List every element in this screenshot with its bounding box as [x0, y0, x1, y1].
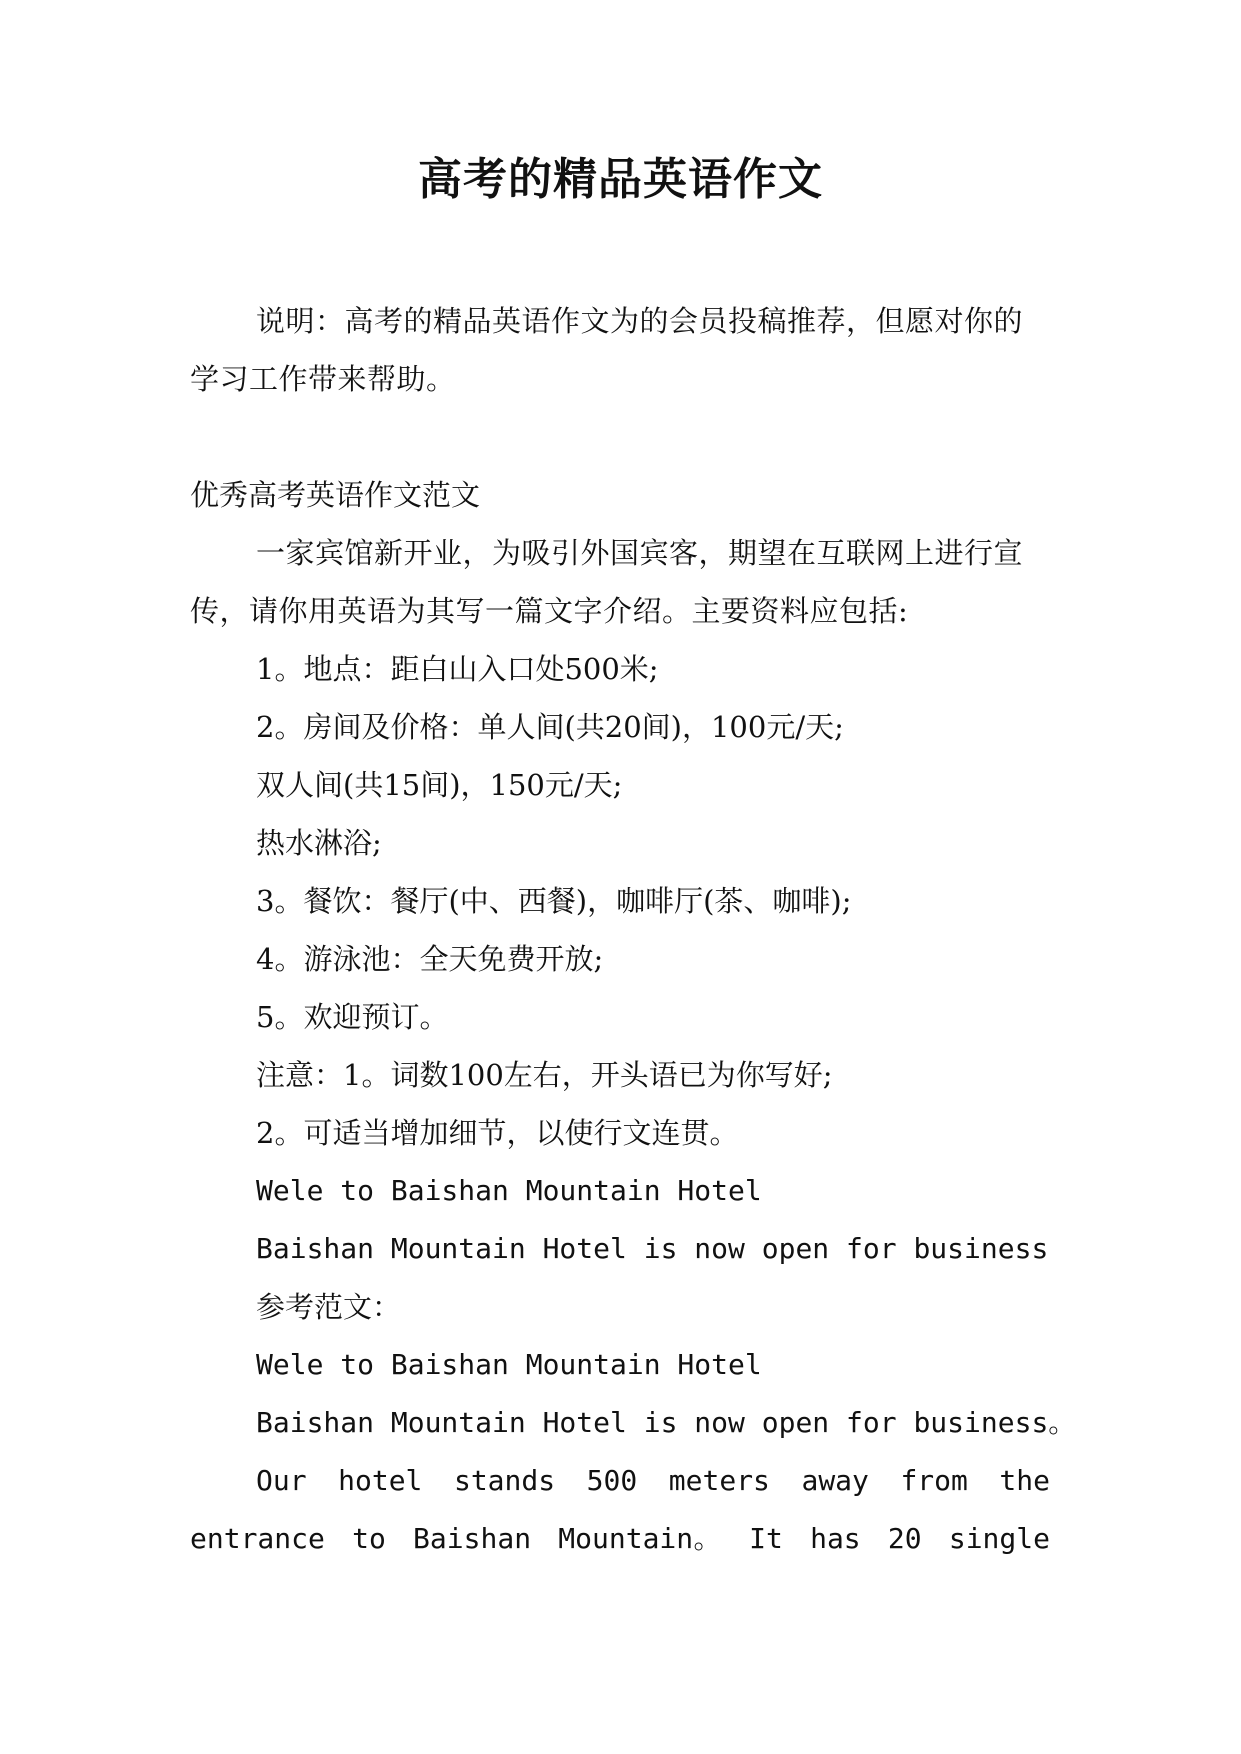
- reference-text-line: Wele to Baishan Mountain Hotel: [256, 1348, 762, 1381]
- list-item: 3。餐饮：餐厅(中、西餐)，咖啡厅(茶、咖啡);: [256, 884, 852, 918]
- reference-text-line: Baishan Mountain Hotel is now open for business。: [256, 1406, 1077, 1439]
- reference-label: 参考范文：: [256, 1290, 402, 1324]
- list-item: 5。欢迎预订。: [256, 1000, 449, 1034]
- list-item: 4。游泳池：全天免费开放;: [256, 942, 604, 976]
- page-title: 高考的精品英语作文: [418, 154, 823, 205]
- note-line: 注意：1。词数100左右，开头语已为你写好;: [256, 1058, 833, 1092]
- reference-text-line: entrance to Baishan Mountain。 It has 20 single: [190, 1522, 1050, 1555]
- document-body: [190, 292, 1077, 1568]
- section-heading: 优秀高考英语作文范文: [190, 478, 481, 512]
- list-item: 热水淋浴;: [256, 826, 382, 860]
- reference-text-line: Our hotel stands 500 meters away from the: [256, 1464, 1050, 1497]
- given-opening-line: Wele to Baishan Mountain Hotel: [256, 1174, 762, 1207]
- blank-line: [190, 408, 1050, 466]
- note-line: 2。可适当增加细节，以使行文连贯。: [256, 1116, 739, 1150]
- prompt-paragraph: 一家宾馆新开业，为吸引外国宾客，期望在互联网上进行宣传，请你用英语为其写一篇文字介绍。主要资料应包括:: [190, 536, 1024, 628]
- list-item: 1。地点：距白山入口处500米;: [256, 652, 659, 686]
- list-item: 双人间(共15间)，150元/天;: [256, 768, 623, 802]
- list-item: 2。房间及价格：单人间(共20间)，100元/天;: [256, 710, 844, 744]
- given-opening-line: Baishan Mountain Hotel is now open for business: [256, 1232, 1049, 1265]
- intro-paragraph: 说明：高考的精品英语作文为的会员投稿推荐，但愿对你的学习工作带来帮助。: [190, 304, 1024, 396]
